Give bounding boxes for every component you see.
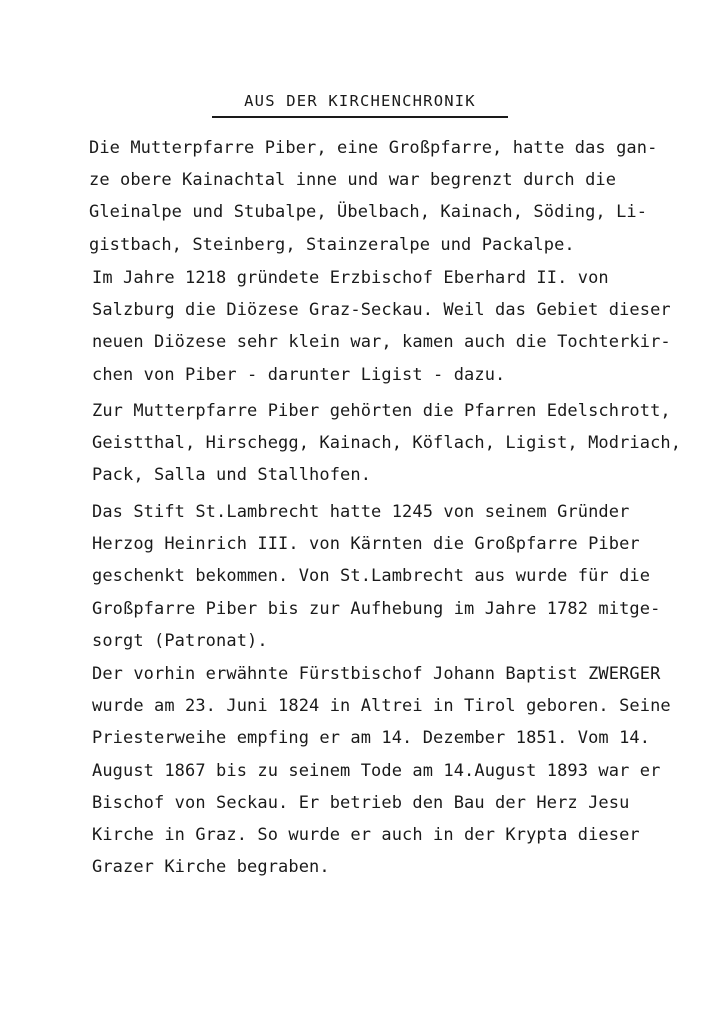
text-line: Gleinalpe und Stubalpe, Übelbach, Kainach, Söding, Li- xyxy=(89,202,648,223)
text-line: Geistthal, Hirschegg, Kainach, Köflach, Ligist, Modriach, xyxy=(92,433,682,454)
text-line: Grazer Kirche begraben. xyxy=(92,857,330,878)
text-line: Zur Mutterpfarre Piber gehörten die Pfarren Edelschrott, xyxy=(92,401,671,421)
text-line: wurde am 23. Juni 1824 in Altrei in Tirol geboren. Seine xyxy=(92,696,671,717)
text-line: Herzog Heinrich III. von Kärnten die Großpfarre Piber xyxy=(92,534,640,555)
text-line: Salzburg die Diözese Graz-Seckau. Weil das Gebiet dieser xyxy=(92,300,671,321)
text-line: Die Mutterpfarre Piber, eine Großpfarre, hatte das gan- xyxy=(89,138,658,158)
text-line: Das Stift St.Lambrecht hatte 1245 von seinem Gründer xyxy=(92,502,630,522)
text-line: neuen Diözese sehr klein war, kamen auch die Tochterkir- xyxy=(92,332,671,353)
text-line: geschenkt bekommen. Von St.Lambrecht aus wurde für die xyxy=(92,566,651,587)
text-line: chen von Piber - darunter Ligist - dazu. xyxy=(92,364,506,385)
text-line: sorgt (Patronat). xyxy=(92,630,268,651)
text-line: Priesterweihe empfing er am 14. Dezember 1851. Vom 14. xyxy=(92,728,651,749)
text-line: Der vorhin erwähnte Fürstbischof Johann Baptist ZWERGER xyxy=(92,664,661,684)
paragraph-5 xyxy=(92,658,712,883)
text-line: Großpfarre Piber bis zur Aufhebung im Jahre 1782 mitge- xyxy=(92,598,661,619)
text-line: August 1867 bis zu seinem Tode am 14.August 1893 war er xyxy=(92,760,661,781)
text-line: Kirche in Graz. So wurde er auch in der Krypta dieser xyxy=(92,824,640,845)
text-line: Bischof von Seckau. Er betrieb den Bau der Herz Jesu xyxy=(92,792,630,813)
paragraph-1 xyxy=(89,132,709,261)
document-title: AUS DER KIRCHENCHRONIK xyxy=(212,92,508,118)
text-line: gistbach, Steinberg, Stainzeralpe und Packalpe. xyxy=(89,234,575,255)
paragraph-4 xyxy=(92,496,712,657)
paragraph-3 xyxy=(92,395,712,492)
text-line: ze obere Kainachtal inne und war begrenzt durch die xyxy=(89,170,617,191)
text-line: Pack, Salla und Stallhofen. xyxy=(92,465,372,486)
text-line: Im Jahre 1218 gründete Erzbischof Eberhard II. von xyxy=(92,268,609,288)
paragraph-2 xyxy=(92,262,712,391)
